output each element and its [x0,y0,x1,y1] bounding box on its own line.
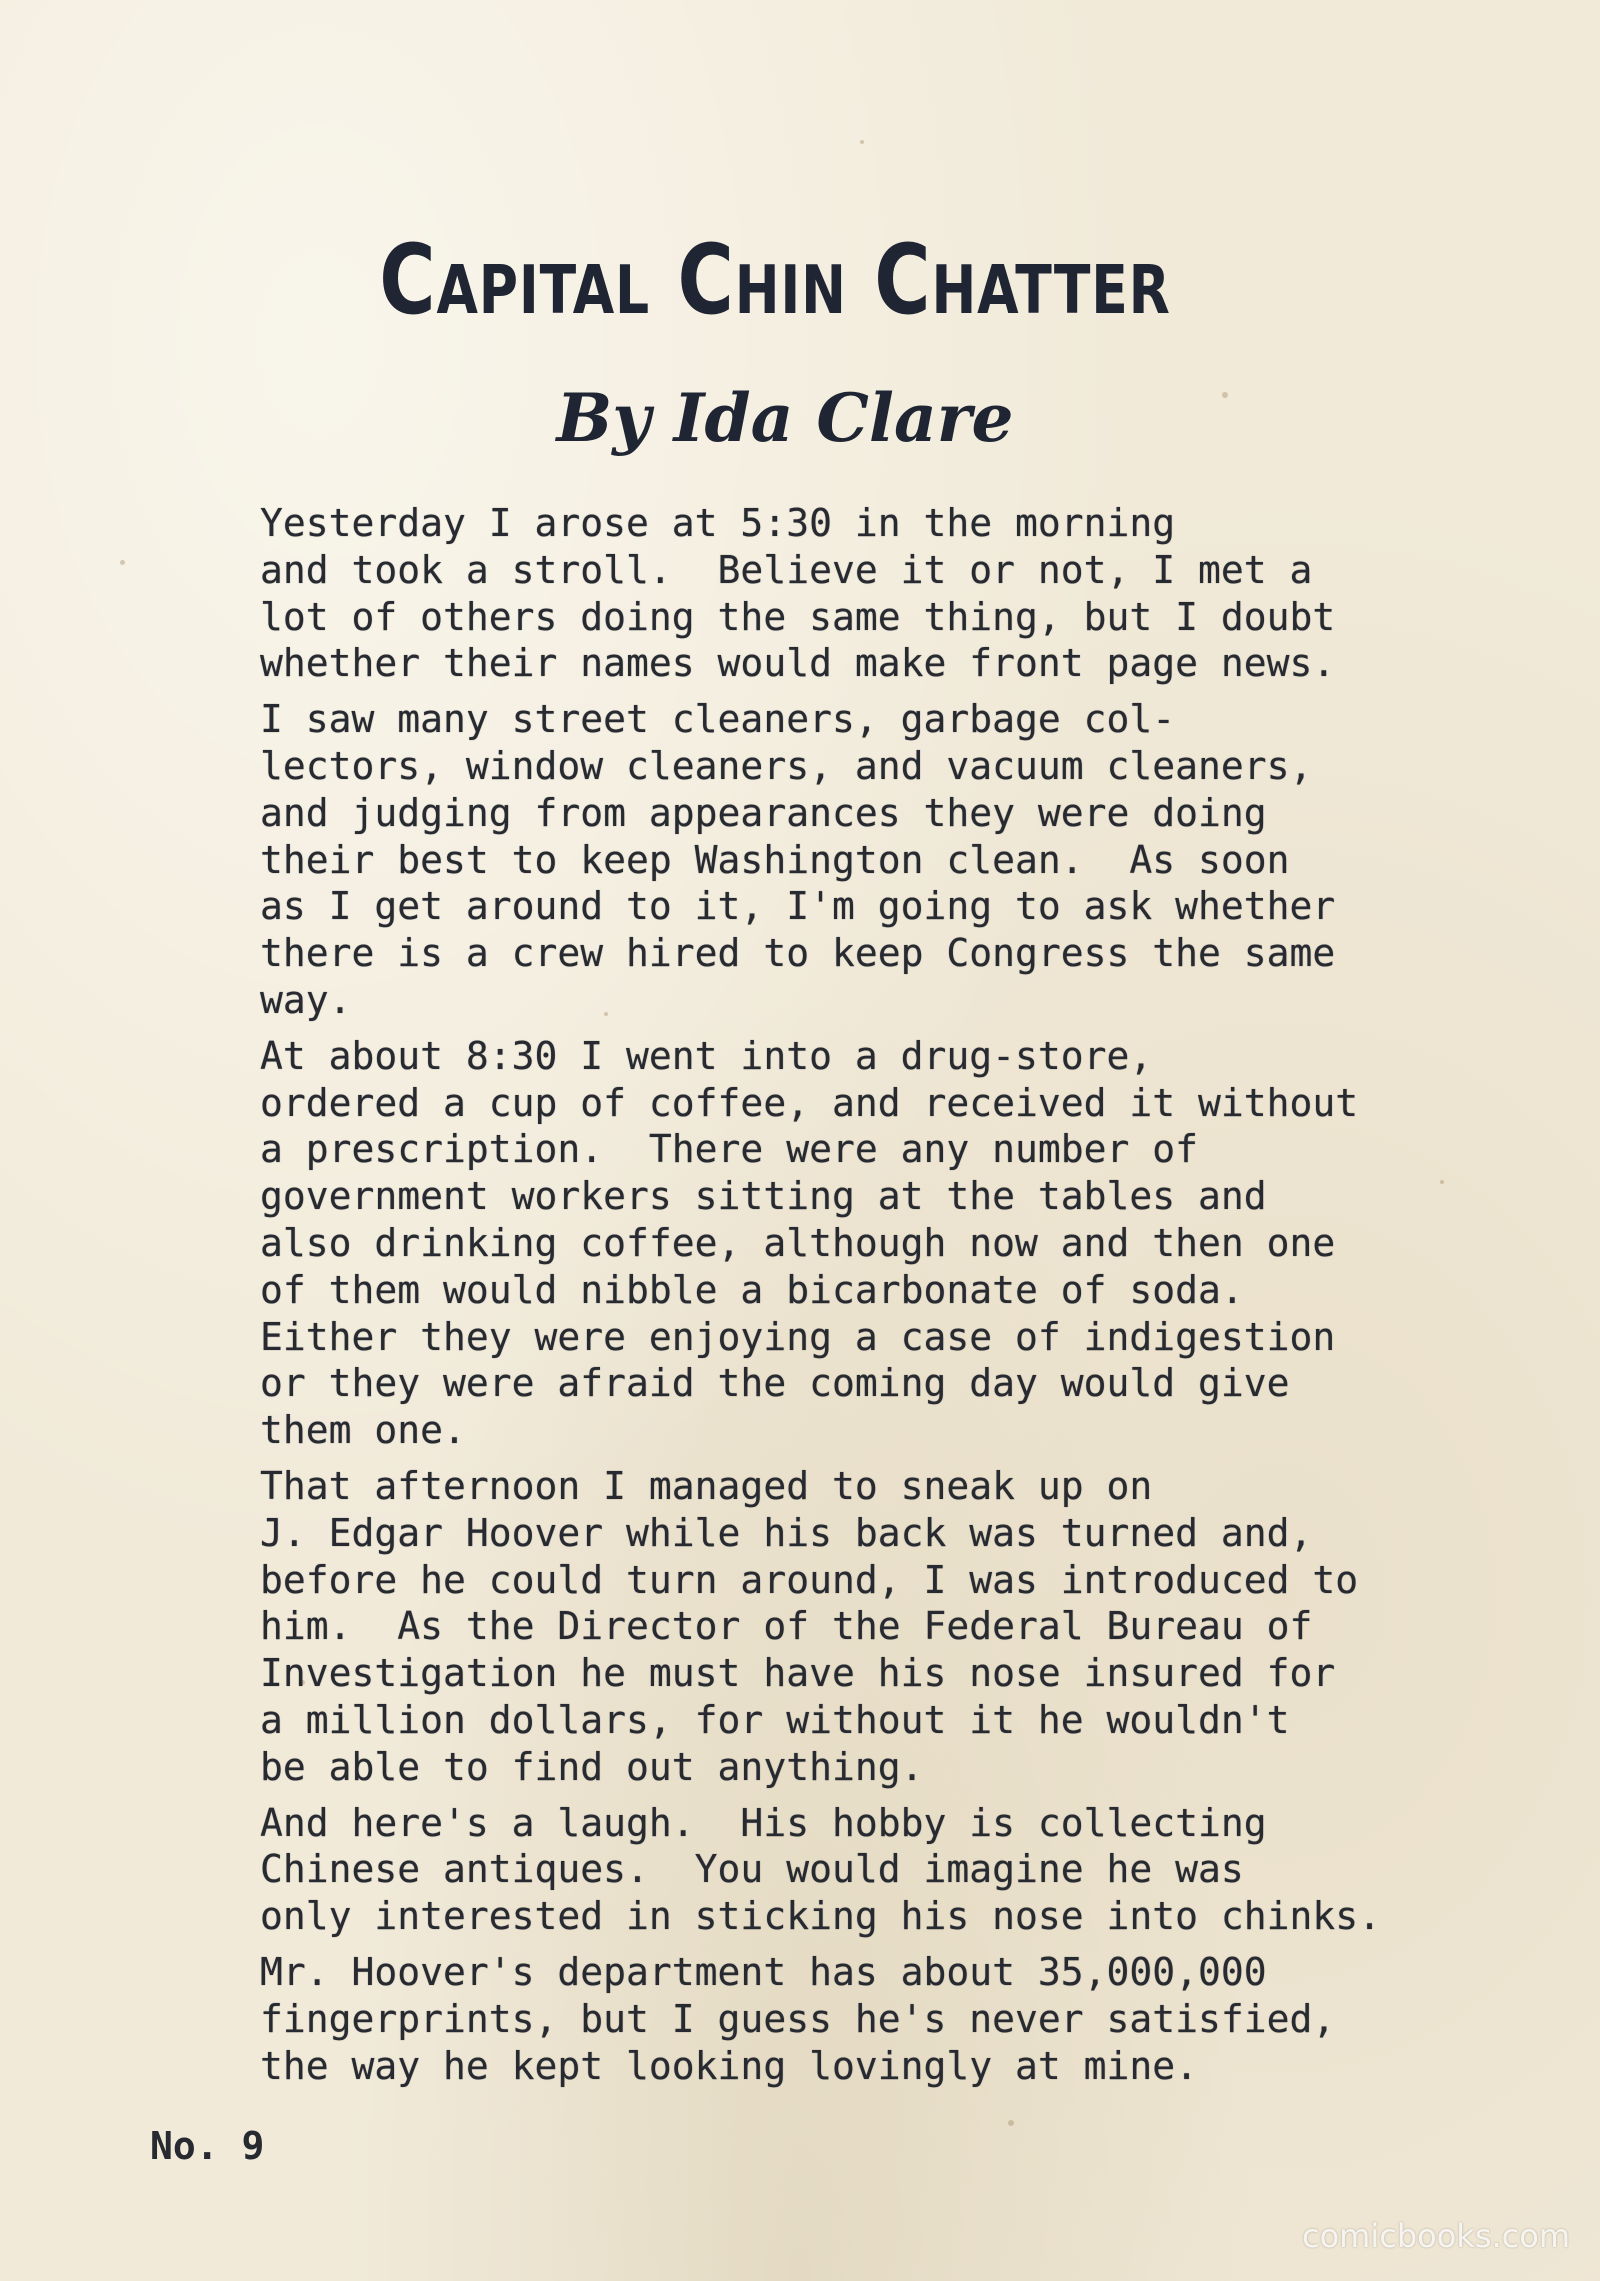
text-line: a million dollars, for without it he wouldn't [260,1697,1290,1742]
article-title: Capital Chin Chatter [379,224,1171,336]
text-line: be able to find out anything. [260,1744,924,1789]
paragraph [150,500,1430,687]
text-line: way. [260,977,352,1022]
paper-speck [1440,1180,1444,1184]
text-line: them one. [260,1408,466,1453]
text-line: before he could turn around, I was introduced to [260,1557,1359,1602]
text-line: a prescription. There were any number of [260,1127,1198,1172]
paragraph [150,696,1430,1024]
text-line: That afternoon I managed to sneak up on [260,1463,1153,1508]
text-line: as I get around to it, I'm going to ask whether [260,884,1336,929]
paper-speck [860,140,864,144]
text-line: Mr. Hoover's department has about 35,000,000 [260,1949,1267,1994]
paragraph [150,1949,1430,2089]
paper-speck [120,560,125,565]
article-body [150,500,1430,2098]
text-line: their best to keep Washington clean. As soon [260,837,1290,882]
text-line: I saw many street cleaners, garbage col- [260,697,1176,742]
text-line: At about 8:30 I went into a drug-store, [260,1033,1153,1078]
text-line: ordered a cup of coffee, and received it without [260,1080,1359,1125]
paragraph [150,1463,1430,1791]
text-line: or they were afraid the coming day would give [260,1361,1290,1406]
paper-speck [1008,2120,1014,2126]
text-line: And here's a laugh. His hobby is collecting [260,1800,1267,1845]
text-line: Either they were enjoying a case of indigestion [260,1314,1336,1359]
text-line: also drinking coffee, although now and then one [260,1220,1336,1265]
text-line: J. Edgar Hoover while his back was turned and, [260,1510,1313,1555]
text-line: the way he kept looking lovingly at mine. [260,2043,1198,2088]
text-line: government workers sitting at the tables and [260,1174,1267,1219]
paragraph [150,1800,1430,1940]
text-line: of them would nibble a bicarbonate of soda. [260,1267,1244,1312]
source-watermark: comicbooks.com [1301,2217,1570,2255]
issue-number: No. 9 [150,2124,265,2168]
text-line: and judging from appearances they were doing [260,790,1267,835]
paragraph [150,1033,1430,1454]
text-line: whether their names would make front page news. [260,641,1336,686]
text-line: fingerprints, but I guess he's never satisfied, [260,1996,1336,2041]
text-line: there is a crew hired to keep Congress the same [260,931,1336,976]
text-line: lot of others doing the same thing, but I doubt [260,594,1336,639]
text-line: and took a stroll. Believe it or not, I met a [260,547,1313,592]
text-line: only interested in sticking his nose into chinks. [260,1894,1382,1939]
text-line: Chinese antiques. You would imagine he was [260,1847,1244,1892]
text-line: Yesterday I arose at 5:30 in the morning [260,501,1176,545]
text-line: him. As the Director of the Federal Bureau of [260,1604,1313,1649]
text-line: lectors, window cleaners, and vacuum cleaners, [260,743,1313,788]
author-byline: By Ida Clare [556,379,1014,457]
text-line: Investigation he must have his nose insured for [260,1651,1336,1696]
